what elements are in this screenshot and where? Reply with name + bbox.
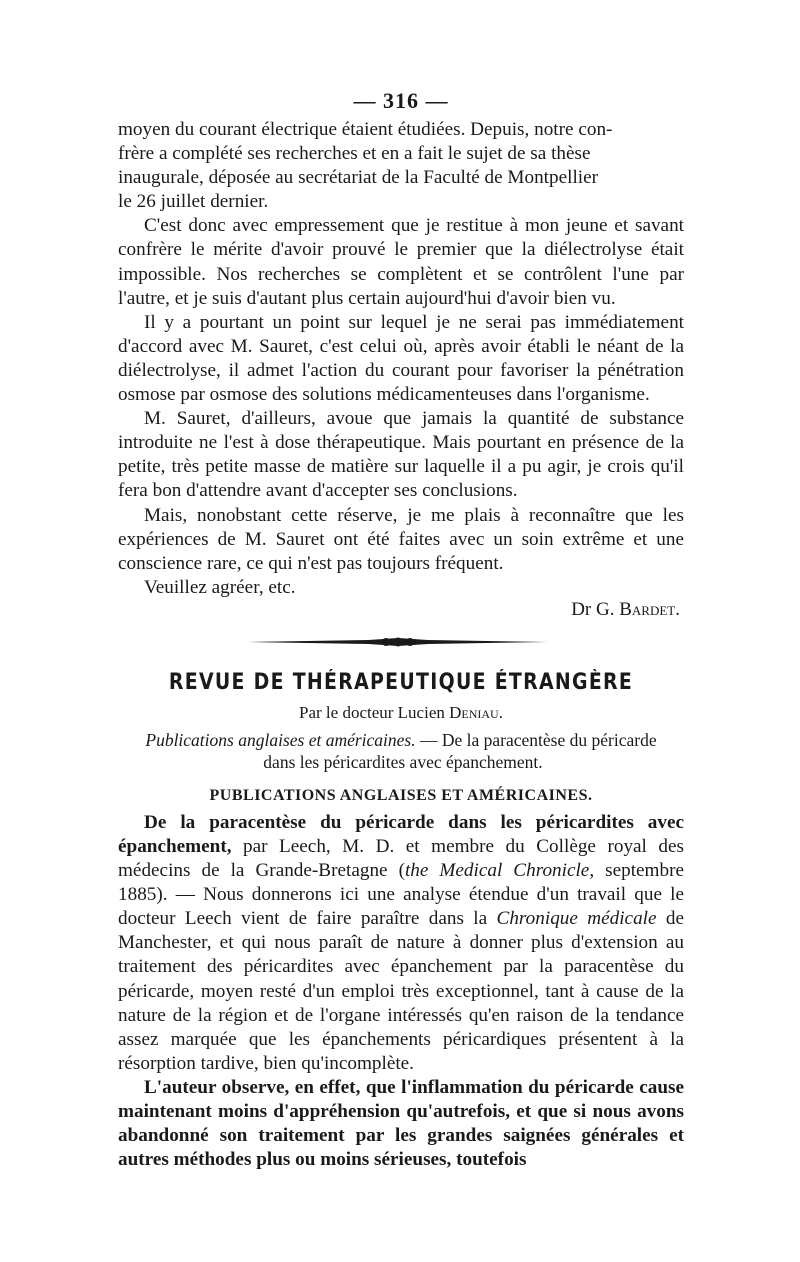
byline-prefix: Par le docteur Lucien bbox=[299, 702, 450, 722]
p1-line-4: le 26 juillet dernier. bbox=[118, 191, 269, 213]
paragraph-5: Mais, nonobstant cette réserve, je me plais à reconnaître que les expériences de M. Sauret ont été faites avec un soin extrême et une conscience rare, ce qui n'est pas toujours fréquent. bbox=[118, 504, 684, 574]
signature-name: Bardet. bbox=[619, 598, 680, 620]
article-text-3: de Manchester, et qui nous paraît de nature à donner plus d'extension au traitement des péricardites avec épanchement par la paracentèse du péricarde, moyen resté d'un emploi très exceptionnel, tant à cause de la nature de la région et de l'organe intéressés qu'en raison de la tendance assez marquée que les épanchements péricardiques présentent à la résorption tardive, bien qu'incomplète. bbox=[118, 908, 685, 1074]
publications-summary-line-2: dans les péricardites avec épanchement. bbox=[263, 751, 543, 772]
p1-line-1: moyen du courant électrique étaient étudiées. Depuis, notre con- bbox=[118, 119, 613, 140]
book-page bbox=[118, 88, 684, 1172]
paragraph-2: C'est donc avec empressement que je restitue à mon jeune et savant confrère le mérite d'avoir prouvé le premier que la diélectrolyse était impossible. Nos recherches se complètent et se contrôlent l'une par l'autre, et je suis d'autant plus certain aujourd'hui d'avoir bien vu. bbox=[118, 215, 684, 309]
paragraph-1 bbox=[118, 118, 684, 214]
publications-label: Publications anglaises et américaines. bbox=[145, 729, 416, 750]
signature bbox=[118, 598, 684, 622]
publications-topic: — De la paracentèse du péricarde bbox=[415, 729, 657, 750]
ornamental-rule bbox=[118, 632, 684, 656]
byline-name: Deniau. bbox=[449, 702, 503, 722]
closing-line: Veuillez agréer, etc. bbox=[144, 576, 296, 598]
final-paragraph: L'auteur observe, en effet, que l'inflammation du péricarde cause maintenant moins d'appréhension qu'autrefois, et que si nous avons abandonné son traitement par les grandes saignées générales et autres méthodes plus ou moins sérieuses, toutefois bbox=[118, 1076, 684, 1171]
byline bbox=[118, 703, 684, 723]
article-text-2: , septembre 1885). — Nous donnerons ici une analyse étendue d'un travail que le docteur Leech vient de faire paraître dans la bbox=[118, 860, 684, 930]
article-text-1: par Leech, M. D. et membre du Collège royal des médecins de la Grande-Bretagne ( bbox=[118, 835, 684, 882]
article-journal-2: Chronique médicale bbox=[496, 908, 657, 930]
section-heading: PUBLICATIONS ANGLAISES ET AMÉRICAINES. bbox=[209, 786, 593, 804]
paragraph-4: M. Sauret, d'ailleurs, avoue que jamais la quantité de substance introduite ne l'est à dose thérapeutique. Mais pourtant en présence de la petite, très petite masse de matière sur laquelle il a pu agir, je crois qu'il fera bon d'attendre avant d'accepter ses conclusions. bbox=[118, 408, 684, 502]
article-title: De la paracentèse du péricarde dans les péricardites avec épanchement, bbox=[118, 811, 684, 857]
review-title: REVUE DE THÉRAPEUTIQUE ÉTRANGÈRE bbox=[168, 669, 634, 695]
ornamental-rule-graphic bbox=[248, 632, 548, 652]
publications-summary bbox=[118, 729, 684, 751]
signature-prefix: Dr G. bbox=[571, 598, 620, 620]
article-journal: the Medical Chronicle bbox=[404, 860, 590, 882]
article-paragraph bbox=[118, 811, 684, 1076]
p1-line-3: inaugurale, déposée au secrétariat de la Faculté de Montpellier bbox=[118, 167, 599, 189]
page-number: — 316 — bbox=[353, 88, 449, 113]
paragraph-3: Il y a pourtant un point sur lequel je ne serai pas immédiatement d'accord avec M. Sauret, c'est celui où, après avoir établi le néant de la diélectrolyse, il admet l'action du courant pour favoriser la pénétration osmose par osmose des solutions médicamenteuses dans l'organisme. bbox=[118, 311, 684, 406]
p1-line-2: frère a complété ses recherches et en a fait le sujet de sa thèse bbox=[118, 143, 591, 165]
